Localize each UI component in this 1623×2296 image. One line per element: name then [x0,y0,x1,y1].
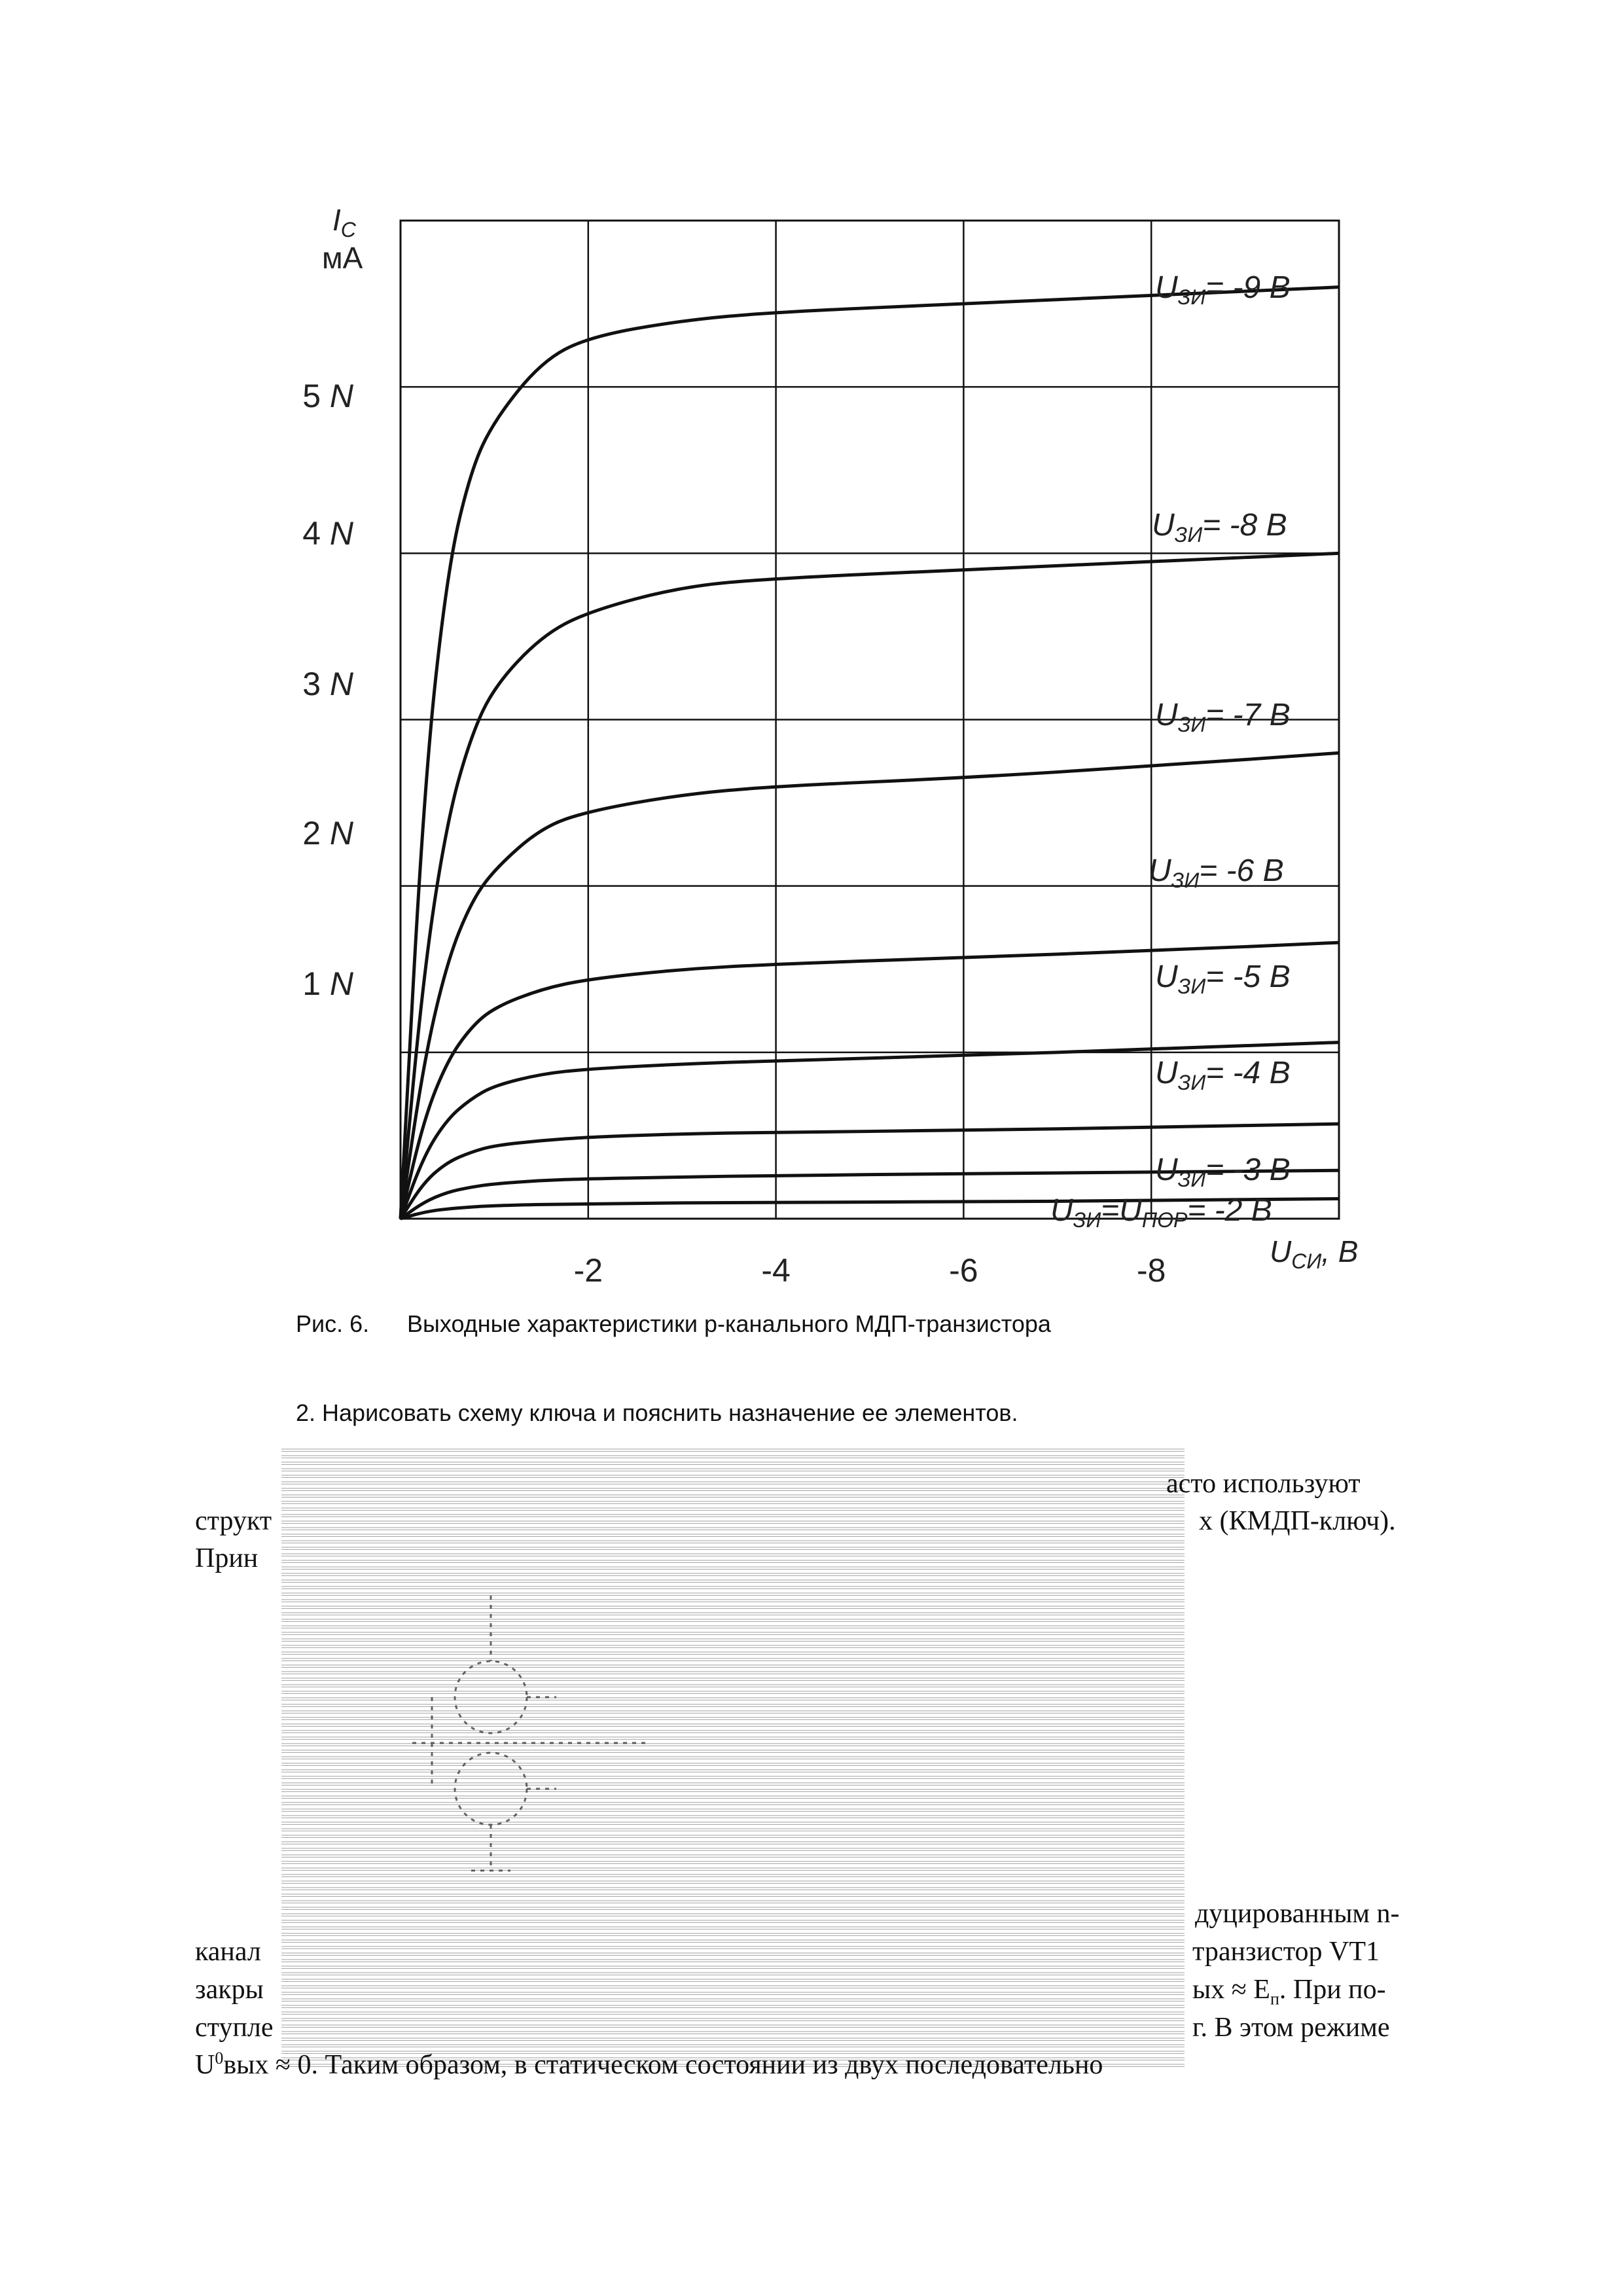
y-tick-label: 5 N [302,378,353,414]
curve-label: $U_{ЗИ}= -3$ В [1155,1153,1291,1191]
figure-caption-text: Выходные характеристики p-канального МДП-транзистора [407,1310,1051,1337]
figure-number: Рис. 6. [296,1310,370,1337]
y-tick-label: 2 N [302,815,353,852]
body-line-4-fragment: дуцированным n- [1195,1899,1400,1929]
curve-label: $U_{ЗИ}= -8$ В [1152,508,1287,547]
curve-label: $U_{ЗИ}= -4$ В [1155,1056,1291,1094]
x-tick-label: -8 [1136,1252,1166,1289]
y-tick-label: 1 N [302,965,353,1002]
body-line-5-start: канал [195,1937,261,1967]
task-heading: 2. Нарисовать схему ключа и пояснить назначение ее элементов. [296,1399,1018,1426]
figure-caption [296,1310,1051,1338]
body-line-1-fragment: асто используют [1166,1469,1361,1499]
y-tick-label: 4 N [302,515,353,552]
body-line-5-fragment: транзистор VT1 [1192,1937,1380,1967]
x-axis-label: $U_{СИ}$, В [1270,1234,1359,1273]
body-line-2-fragment: х (КМДП-ключ). [1199,1506,1396,1536]
scan-artifact-region-lower [281,1890,1185,2067]
x-tick-label: -2 [573,1252,603,1289]
y-axis-label: $I_C$ [332,203,356,242]
body-line-2-start: структ [195,1506,272,1536]
body-line-6-fragment: ых ≈ $E_п$. При по- [1192,1975,1386,2009]
y-tick-label: 3 N [302,666,353,702]
chart-ticks [302,378,1166,1289]
transistor-vt1-symbol [455,1661,527,1733]
x-tick-label: -6 [949,1252,978,1289]
body-line-6-start: закры [195,1975,264,2005]
body-line-3-start: Прин [195,1543,259,1573]
curve-label: $U_{ЗИ}= -5$ В [1155,960,1291,998]
transistor-vt2-symbol [455,1753,527,1825]
body-line-7-start: ступле [195,2013,274,2043]
body-line-7-fragment: г. В этом режиме [1192,2013,1390,2043]
cmos-switch-schematic-faint [281,1445,1185,1890]
body-line-8: $U^0вых \approx 0$. Таким образом, в статическом состоянии из двух последовательно [195,2049,1103,2080]
y-axis-unit: мА [322,241,363,275]
x-tick-label: -4 [761,1252,791,1289]
curve-label: $U_{ЗИ}= -9$ В [1155,270,1291,309]
curve-label: $U_{ЗИ}=U_{ПОР}= -2$ В [1050,1193,1272,1232]
curve-label: $U_{ЗИ}= -6$ В [1149,853,1284,892]
curve-label: $U_{ЗИ}= -7$ В [1155,698,1291,736]
curve-labels [1050,270,1291,1232]
